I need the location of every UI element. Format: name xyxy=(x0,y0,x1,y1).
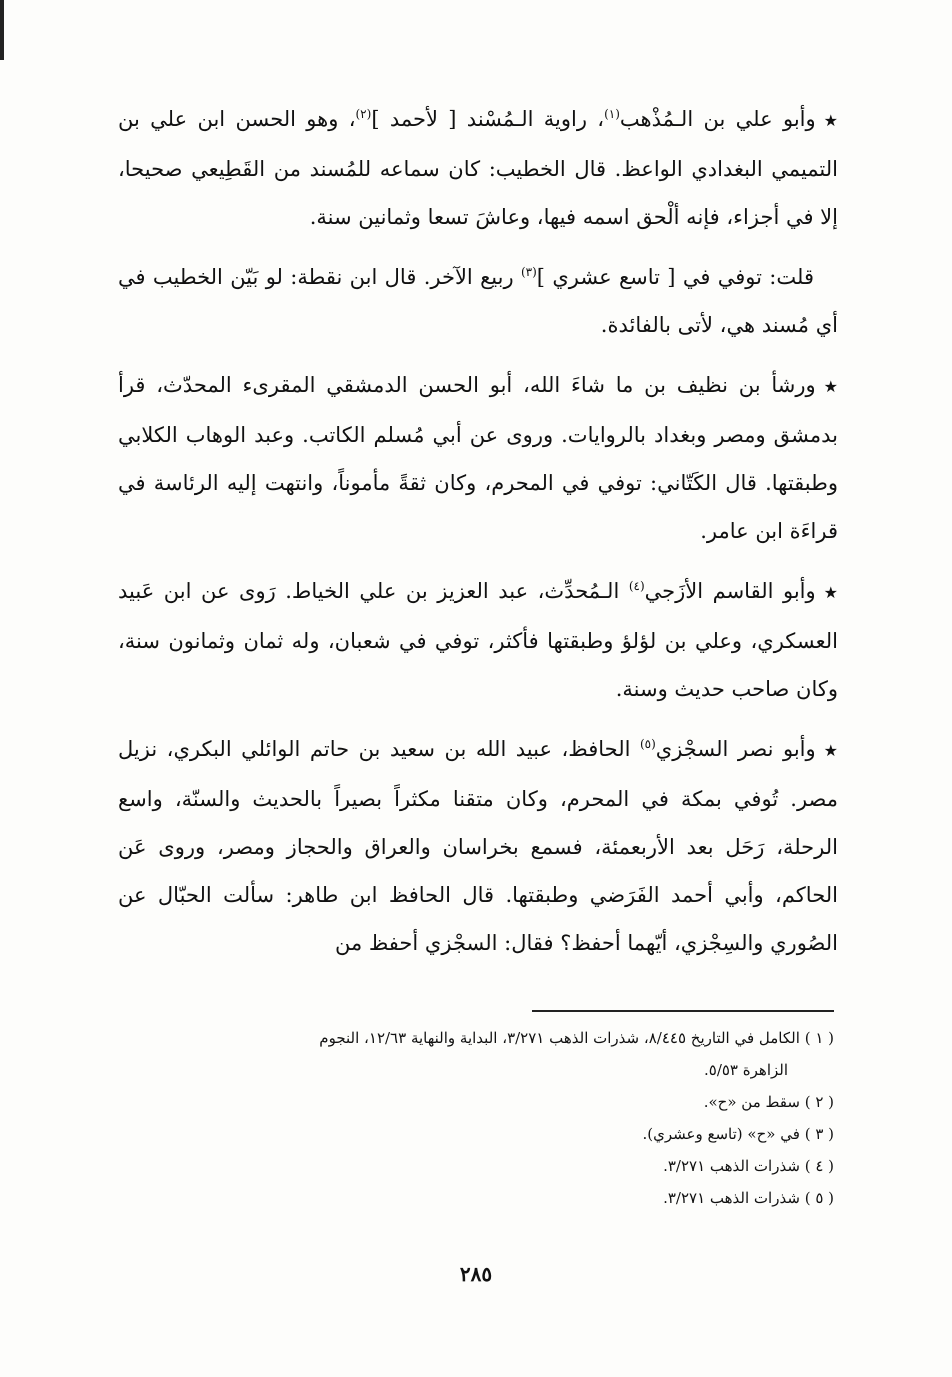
star-bullet-icon: ★ xyxy=(823,111,838,130)
footnote-ref: (٥) xyxy=(639,737,656,751)
star-bullet-icon: ★ xyxy=(823,741,838,760)
footnote-ref: (١) xyxy=(604,107,620,121)
footnote-5 xyxy=(114,1182,834,1214)
footnote-number: ( ٢ ) xyxy=(804,1093,834,1111)
footnotes xyxy=(114,1022,834,1214)
paragraph-rasha xyxy=(118,361,838,555)
paragraph-azaji xyxy=(118,567,838,713)
star-bullet-icon: ★ xyxy=(823,583,838,602)
footnote-text-continued: الزاهرة ٥/٥٣. xyxy=(703,1061,788,1079)
footnote-text: شذرات الذهب ٣/٢٧١. xyxy=(663,1189,800,1207)
footnote-3 xyxy=(114,1118,834,1150)
footnote-text: سقط من «ح». xyxy=(703,1093,800,1111)
paragraph-text: الـمُحدِّث، عبد العزيز بن علي الخياط. رَوى عن ابن عَبيد العسكري، وعلي بن لؤلؤ وطبقتها فأكثر، توفي في شعبان، وله ثمان وثمانون سنة، وكان صاحب حديث وسنة. xyxy=(118,579,838,701)
paragraph-text: قلت: توفي في [ تاسع عشري ] xyxy=(536,265,814,289)
footnote-number: ( ١ ) xyxy=(804,1029,834,1047)
paragraph-text: الحافظ، عبيد الله بن سعيد بن حاتم الوائلي البكري، نزيل مصر. تُوفي بمكة في المحرم، وكان متقنا مكثراً بصيراً بالحديث والسنّة، واسع الرحلة، رَحَل بعد الأربعمئة، فسمع بخراسان والعراق والحجاز ومصر، وروى عَن الحاكم، وأبي أحمد الفَرَضي وطبقتها. قال الحافظ ابن طاهر: سألت الحبّال عن الصُوري والسِجْزي، أيّهما أحفظ؟ فقال: السجْزي أحفظ من xyxy=(118,737,838,955)
footnote-text: في «ح» (تاسع وعشري). xyxy=(642,1125,800,1143)
star-bullet-icon: ★ xyxy=(823,377,838,396)
paragraph-text: وأبو نصر السجْزي xyxy=(655,737,816,761)
paragraph-text: وأبو القاسم الأزَجي xyxy=(644,579,816,603)
page-number: ٢٨٥ xyxy=(459,1262,493,1286)
paragraph-text: ، وهو الحسن ابن علي بن التميمي البغدادي الواعظ. قال الخطيب: كان سماعه للمُسند من القَطِيعي صحيحا، إلا في أجزاء، فإنه ألْحق اسمه فيها، وعاشَ تسعا وثمانين سنة. xyxy=(118,107,838,229)
main-text xyxy=(118,95,838,979)
footnote-number: ( ٥ ) xyxy=(804,1189,834,1207)
footnote-text: الكامل في التاريخ ٨/٤٤٥، شذرات الذهب ٣/٢٧١، البداية والنهاية ١٢/٦٣، النجوم xyxy=(319,1029,800,1047)
paragraph-text: وأبو علي بن الـمُذْهب xyxy=(619,107,816,131)
footnote-number: ( ٣ ) xyxy=(804,1125,834,1143)
footnote-number: ( ٤ ) xyxy=(804,1157,834,1175)
footnote-ref: (٤) xyxy=(628,579,645,593)
footnote-text: شذرات الذهب ٣/٢٧١. xyxy=(663,1157,800,1175)
scan-edge-mark xyxy=(0,0,4,60)
footnote-1 xyxy=(114,1022,834,1086)
footnote-ref: (٣) xyxy=(520,265,537,279)
footnote-4 xyxy=(114,1150,834,1182)
footnote-ref: (٢) xyxy=(355,107,372,121)
paragraph-qultu xyxy=(118,253,838,349)
paragraph-al-mudhhib xyxy=(118,95,838,241)
footnote-divider xyxy=(532,1010,834,1012)
paragraph-sijzi xyxy=(118,725,838,967)
paragraph-text: ورشأ بن نظيف بن ما شاءَ الله، أبو الحسن الدمشقي المقرىء المحدّث، قرأ بدمشق ومصر وبغداد بالروايات. وروى عن أبي مُسلم الكاتب. وعبد الوهاب الكلابي وطبقتها. قال الكَتّاني: توفي في المحرم، وكان ثقةً مأموناً، وانتهت إليه الرئاسة في قراءَة ابن عامر. xyxy=(118,373,838,543)
footnote-2 xyxy=(114,1086,834,1118)
paragraph-text: ربيع الآخر. قال ابن نقطة: لو بَيّن الخطيب في أي مُسند هي، لأتى بالفائدة. xyxy=(118,265,838,337)
paragraph-text: ، راوية الـمُسْند [ لأحمد ] xyxy=(371,107,605,131)
